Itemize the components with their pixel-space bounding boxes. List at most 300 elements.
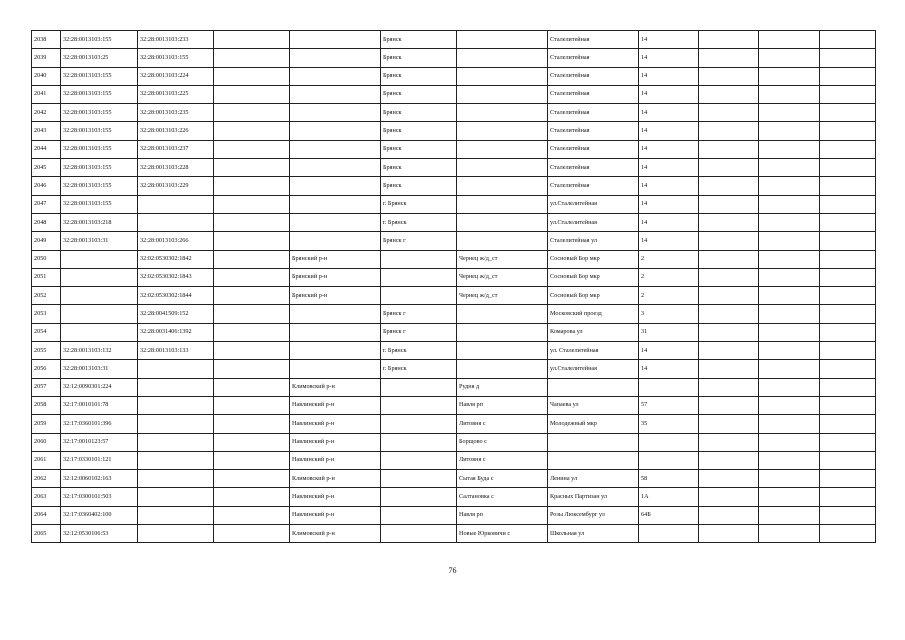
- table-cell: 32:28:0013103:225: [138, 85, 214, 103]
- table-cell: [699, 360, 759, 378]
- table-cell: Брянский р-н: [290, 250, 381, 268]
- table-cell: 32:17:0360402:100: [61, 506, 138, 524]
- table-cell: [820, 31, 876, 49]
- table-cell: [214, 433, 290, 451]
- table-cell: [820, 342, 876, 360]
- table-cell: 32:28:0013103:155: [61, 177, 138, 195]
- table-cell: [820, 525, 876, 543]
- table-cell: [457, 177, 548, 195]
- table-cell: [699, 140, 759, 158]
- table-cell: [61, 268, 138, 286]
- table-cell: [61, 287, 138, 305]
- table-cell: Сосновый Бор мкр: [548, 268, 639, 286]
- table-cell: 32:28:0013103:233: [138, 31, 214, 49]
- table-cell: 2041: [32, 85, 61, 103]
- registry-table-body: [32, 31, 876, 543]
- table-cell: [61, 305, 138, 323]
- table-cell: [214, 122, 290, 140]
- table-cell: [214, 323, 290, 341]
- table-cell: [457, 67, 548, 85]
- table-cell: [381, 506, 457, 524]
- table-cell: [138, 506, 214, 524]
- table-row: [32, 415, 876, 433]
- table-cell: [759, 250, 820, 268]
- table-row: [32, 342, 876, 360]
- table-cell: 32:12:0090301:224: [61, 378, 138, 396]
- table-cell: [290, 122, 381, 140]
- table-cell: Сталелитейная: [548, 140, 639, 158]
- table-cell: [457, 49, 548, 67]
- table-cell: [290, 49, 381, 67]
- table-cell: [381, 433, 457, 451]
- table-cell: [759, 232, 820, 250]
- table-cell: [290, 195, 381, 213]
- table-cell: [699, 232, 759, 250]
- table-cell: [820, 122, 876, 140]
- table-cell: ул.Сталелитейная: [548, 213, 639, 231]
- table-cell: [290, 342, 381, 360]
- table-cell: [381, 287, 457, 305]
- table-cell: 2039: [32, 49, 61, 67]
- table-cell: 32:17:0010101:78: [61, 396, 138, 414]
- table-cell: Брянск: [381, 159, 457, 177]
- table-cell: [820, 433, 876, 451]
- table-row: [32, 433, 876, 451]
- table-cell: 2050: [32, 250, 61, 268]
- table-cell: [214, 396, 290, 414]
- table-cell: [214, 159, 290, 177]
- table-row: [32, 85, 876, 103]
- table-cell: 2057: [32, 378, 61, 396]
- table-cell: Борщово с: [457, 433, 548, 451]
- table-cell: [457, 305, 548, 323]
- table-cell: [138, 488, 214, 506]
- table-cell: [820, 250, 876, 268]
- table-cell: [290, 213, 381, 231]
- table-cell: Климовский р-н: [290, 378, 381, 396]
- table-row: [32, 525, 876, 543]
- table-cell: [214, 360, 290, 378]
- table-cell: [381, 250, 457, 268]
- table-cell: 14: [639, 85, 699, 103]
- table-cell: Сталелитейная: [548, 85, 639, 103]
- table-cell: ул.Сталелитейная: [548, 360, 639, 378]
- table-cell: 14: [639, 31, 699, 49]
- table-cell: 2063: [32, 488, 61, 506]
- table-cell: 2044: [32, 140, 61, 158]
- table-cell: 14: [639, 360, 699, 378]
- table-row: [32, 287, 876, 305]
- table-cell: Навля рп: [457, 396, 548, 414]
- table-cell: Навлинский р-н: [290, 396, 381, 414]
- table-cell: [457, 195, 548, 213]
- table-cell: 2046: [32, 177, 61, 195]
- table-cell: [138, 451, 214, 469]
- table-cell: [699, 287, 759, 305]
- table-cell: [214, 451, 290, 469]
- table-cell: 2053: [32, 305, 61, 323]
- table-cell: 2056: [32, 360, 61, 378]
- table-row: [32, 177, 876, 195]
- table-cell: [820, 104, 876, 122]
- table-cell: [138, 525, 214, 543]
- table-cell: [820, 85, 876, 103]
- table-cell: [759, 140, 820, 158]
- table-cell: [820, 268, 876, 286]
- table-cell: 57: [639, 396, 699, 414]
- table-cell: [639, 433, 699, 451]
- table-cell: 1А: [639, 488, 699, 506]
- table-cell: 32:28:0013103:155: [61, 67, 138, 85]
- table-cell: 2048: [32, 213, 61, 231]
- table-cell: [290, 85, 381, 103]
- table-cell: Московский проезд: [548, 305, 639, 323]
- table-cell: [381, 268, 457, 286]
- table-row: [32, 451, 876, 469]
- table-cell: [639, 451, 699, 469]
- table-cell: [699, 323, 759, 341]
- table-cell: Чернец ж/д_ст: [457, 250, 548, 268]
- table-cell: [820, 213, 876, 231]
- table-cell: 2: [639, 287, 699, 305]
- table-cell: [699, 213, 759, 231]
- table-cell: 32:17:0360101:396: [61, 415, 138, 433]
- table-cell: [820, 451, 876, 469]
- table-cell: [820, 232, 876, 250]
- table-cell: [759, 159, 820, 177]
- table-cell: Красных Партизан ул: [548, 488, 639, 506]
- table-cell: Новые Юрковичи с: [457, 525, 548, 543]
- table-cell: [214, 104, 290, 122]
- table-cell: 14: [639, 232, 699, 250]
- table-cell: Ленина ул: [548, 470, 639, 488]
- table-cell: 14: [639, 195, 699, 213]
- table-cell: [138, 470, 214, 488]
- table-cell: Брянск: [381, 31, 457, 49]
- table-cell: Навлинский р-н: [290, 415, 381, 433]
- table-cell: [759, 268, 820, 286]
- table-cell: 32:28:0013103:224: [138, 67, 214, 85]
- table-cell: Рудня д: [457, 378, 548, 396]
- table-cell: 32:12:0060102:163: [61, 470, 138, 488]
- table-cell: Навлинский р-н: [290, 451, 381, 469]
- table-cell: 31: [639, 323, 699, 341]
- table-cell: Сосновый Бор мкр: [548, 250, 639, 268]
- table-cell: [820, 159, 876, 177]
- table-cell: [699, 85, 759, 103]
- table-cell: Сосновый Бор мкр: [548, 287, 639, 305]
- table-cell: Брянск г: [381, 305, 457, 323]
- table-cell: г. Брянск: [381, 195, 457, 213]
- table-cell: [699, 104, 759, 122]
- table-cell: г. Брянск: [381, 342, 457, 360]
- table-cell: [457, 85, 548, 103]
- table-cell: 2061: [32, 451, 61, 469]
- table-cell: [639, 378, 699, 396]
- table-cell: [820, 360, 876, 378]
- table-cell: [820, 488, 876, 506]
- table-cell: [699, 488, 759, 506]
- table-row: [32, 323, 876, 341]
- table-cell: Сталелитейная: [548, 104, 639, 122]
- table-cell: [759, 360, 820, 378]
- table-cell: [138, 396, 214, 414]
- table-cell: 32:02:0530302:1842: [138, 250, 214, 268]
- table-cell: 14: [639, 122, 699, 140]
- table-cell: [699, 31, 759, 49]
- table-row: [32, 67, 876, 85]
- table-cell: 14: [639, 140, 699, 158]
- table-cell: [699, 342, 759, 360]
- table-cell: [699, 451, 759, 469]
- table-cell: [759, 213, 820, 231]
- table-cell: [759, 470, 820, 488]
- table-cell: [138, 415, 214, 433]
- table-cell: [548, 451, 639, 469]
- table-cell: 32:28:0013103:266: [138, 232, 214, 250]
- table-cell: Брянск г: [381, 232, 457, 250]
- table-cell: [214, 213, 290, 231]
- table-cell: [699, 250, 759, 268]
- table-cell: [759, 85, 820, 103]
- table-cell: 32:28:0013103:155: [61, 85, 138, 103]
- table-cell: [61, 250, 138, 268]
- table-cell: 2051: [32, 268, 61, 286]
- table-cell: Салтановка с: [457, 488, 548, 506]
- table-cell: [699, 378, 759, 396]
- table-cell: [214, 49, 290, 67]
- table-cell: Чернец ж/д_ст: [457, 268, 548, 286]
- table-cell: 2043: [32, 122, 61, 140]
- table-cell: [639, 525, 699, 543]
- table-cell: 2: [639, 250, 699, 268]
- table-cell: [699, 159, 759, 177]
- table-cell: [699, 122, 759, 140]
- table-row: [32, 195, 876, 213]
- table-cell: 32:28:0013103:155: [138, 49, 214, 67]
- table-cell: Сталелитейная: [548, 122, 639, 140]
- table-cell: 2055: [32, 342, 61, 360]
- registry-table: [31, 30, 876, 543]
- table-cell: [820, 177, 876, 195]
- table-cell: [381, 525, 457, 543]
- table-cell: [457, 213, 548, 231]
- table-cell: 2062: [32, 470, 61, 488]
- table-cell: 32:17:0300101:503: [61, 488, 138, 506]
- table-cell: [138, 378, 214, 396]
- table-cell: 32:28:0013103:229: [138, 177, 214, 195]
- table-cell: 14: [639, 67, 699, 85]
- table-cell: Чапаева ул: [548, 396, 639, 414]
- table-cell: 32:28:0031406:1392: [138, 323, 214, 341]
- table-cell: 2038: [32, 31, 61, 49]
- table-cell: 14: [639, 159, 699, 177]
- table-cell: Брянск: [381, 67, 457, 85]
- table-cell: [820, 140, 876, 158]
- table-cell: [214, 470, 290, 488]
- table-row: [32, 506, 876, 524]
- table-cell: [759, 287, 820, 305]
- table-cell: [759, 49, 820, 67]
- table-cell: [214, 232, 290, 250]
- table-cell: [381, 378, 457, 396]
- table-cell: [699, 470, 759, 488]
- table-cell: [61, 323, 138, 341]
- table-cell: [759, 67, 820, 85]
- table-cell: [759, 396, 820, 414]
- table-cell: Литовня с: [457, 415, 548, 433]
- table-cell: Климовский р-н: [290, 525, 381, 543]
- table-cell: [548, 433, 639, 451]
- table-cell: [138, 195, 214, 213]
- table-cell: 32:28:0013103:25: [61, 49, 138, 67]
- table-cell: [759, 323, 820, 341]
- table-cell: [290, 177, 381, 195]
- table-row: [32, 360, 876, 378]
- table-cell: 2052: [32, 287, 61, 305]
- table-cell: [214, 85, 290, 103]
- table-cell: 2054: [32, 323, 61, 341]
- table-cell: Сталелитейная ул: [548, 232, 639, 250]
- table-cell: 32:28:0041509:152: [138, 305, 214, 323]
- table-cell: [381, 470, 457, 488]
- table-cell: [214, 67, 290, 85]
- table-cell: [759, 415, 820, 433]
- table-cell: ул. Сталелитейная: [548, 342, 639, 360]
- table-cell: Брянский р-н: [290, 268, 381, 286]
- table-cell: [214, 378, 290, 396]
- table-cell: Сталелитейная: [548, 67, 639, 85]
- table-cell: 2045: [32, 159, 61, 177]
- table-cell: 32:28:0013103:218: [61, 213, 138, 231]
- table-row: [32, 232, 876, 250]
- table-cell: Сталелитейная: [548, 31, 639, 49]
- table-cell: Сталелитейная: [548, 49, 639, 67]
- table-cell: 32:28:0013103:226: [138, 122, 214, 140]
- table-cell: [699, 433, 759, 451]
- table-cell: [290, 104, 381, 122]
- table-cell: 32:28:0013103:155: [61, 104, 138, 122]
- table-cell: [820, 323, 876, 341]
- table-cell: 14: [639, 342, 699, 360]
- table-cell: [759, 177, 820, 195]
- table-cell: [548, 378, 639, 396]
- table-cell: г. Брянск: [381, 360, 457, 378]
- table-row: [32, 378, 876, 396]
- table-cell: 14: [639, 49, 699, 67]
- table-cell: [138, 213, 214, 231]
- table-cell: [214, 195, 290, 213]
- table-cell: [457, 140, 548, 158]
- table-cell: [820, 506, 876, 524]
- table-cell: [214, 305, 290, 323]
- table-row: [32, 140, 876, 158]
- table-cell: 32:28:0013103:155: [61, 159, 138, 177]
- table-cell: [457, 159, 548, 177]
- table-row: [32, 268, 876, 286]
- table-cell: [759, 378, 820, 396]
- table-cell: 32:28:0013103:155: [61, 140, 138, 158]
- table-cell: [214, 525, 290, 543]
- table-cell: 32:28:0013103:155: [61, 122, 138, 140]
- table-cell: [699, 305, 759, 323]
- table-cell: 2059: [32, 415, 61, 433]
- table-cell: 32:28:0013103:155: [61, 31, 138, 49]
- table-cell: Сытая Буда с: [457, 470, 548, 488]
- table-cell: 35: [639, 415, 699, 433]
- table-cell: 32:28:0013103:31: [61, 360, 138, 378]
- table-cell: [214, 140, 290, 158]
- table-cell: [214, 287, 290, 305]
- table-cell: [699, 415, 759, 433]
- table-cell: [759, 195, 820, 213]
- table-cell: [214, 488, 290, 506]
- table-cell: [820, 287, 876, 305]
- table-cell: 14: [639, 177, 699, 195]
- table-cell: Школьная ул: [548, 525, 639, 543]
- table-cell: 32:28:0013103:235: [138, 104, 214, 122]
- table-cell: 32:02:0530302:1844: [138, 287, 214, 305]
- table-cell: Брянск: [381, 104, 457, 122]
- table-cell: 2065: [32, 525, 61, 543]
- table-cell: 3: [639, 305, 699, 323]
- table-row: [32, 470, 876, 488]
- table-cell: 32:28:0013103:228: [138, 159, 214, 177]
- table-cell: Навлинский р-н: [290, 488, 381, 506]
- table-cell: Молодежный мкр: [548, 415, 639, 433]
- table-cell: Розы Люксембург ул: [548, 506, 639, 524]
- table-cell: [214, 250, 290, 268]
- table-cell: [214, 415, 290, 433]
- table-cell: 2040: [32, 67, 61, 85]
- table-cell: 2042: [32, 104, 61, 122]
- table-cell: [759, 122, 820, 140]
- table-cell: 32:17:0330101:121: [61, 451, 138, 469]
- table-cell: [290, 159, 381, 177]
- table-cell: [759, 31, 820, 49]
- table-cell: [820, 195, 876, 213]
- table-cell: 64Б: [639, 506, 699, 524]
- table-cell: [699, 49, 759, 67]
- table-cell: [457, 104, 548, 122]
- table-cell: [759, 433, 820, 451]
- table-row: [32, 49, 876, 67]
- table-cell: Брянск: [381, 85, 457, 103]
- table-cell: [820, 415, 876, 433]
- table-cell: [214, 177, 290, 195]
- table-row: [32, 305, 876, 323]
- table-cell: [820, 470, 876, 488]
- table-cell: [759, 488, 820, 506]
- table-cell: [214, 31, 290, 49]
- table-cell: [290, 305, 381, 323]
- table-cell: 14: [639, 104, 699, 122]
- table-cell: Чернец ж/д_ст: [457, 287, 548, 305]
- table-row: [32, 31, 876, 49]
- table-cell: Брянск: [381, 122, 457, 140]
- table-cell: [759, 104, 820, 122]
- table-cell: ул.Сталелитейная: [548, 195, 639, 213]
- table-cell: 2060: [32, 433, 61, 451]
- table-cell: [214, 268, 290, 286]
- table-cell: [759, 305, 820, 323]
- table-cell: [457, 122, 548, 140]
- table-cell: [699, 67, 759, 85]
- table-row: [32, 122, 876, 140]
- table-cell: [138, 433, 214, 451]
- table-cell: [290, 31, 381, 49]
- table-cell: [759, 506, 820, 524]
